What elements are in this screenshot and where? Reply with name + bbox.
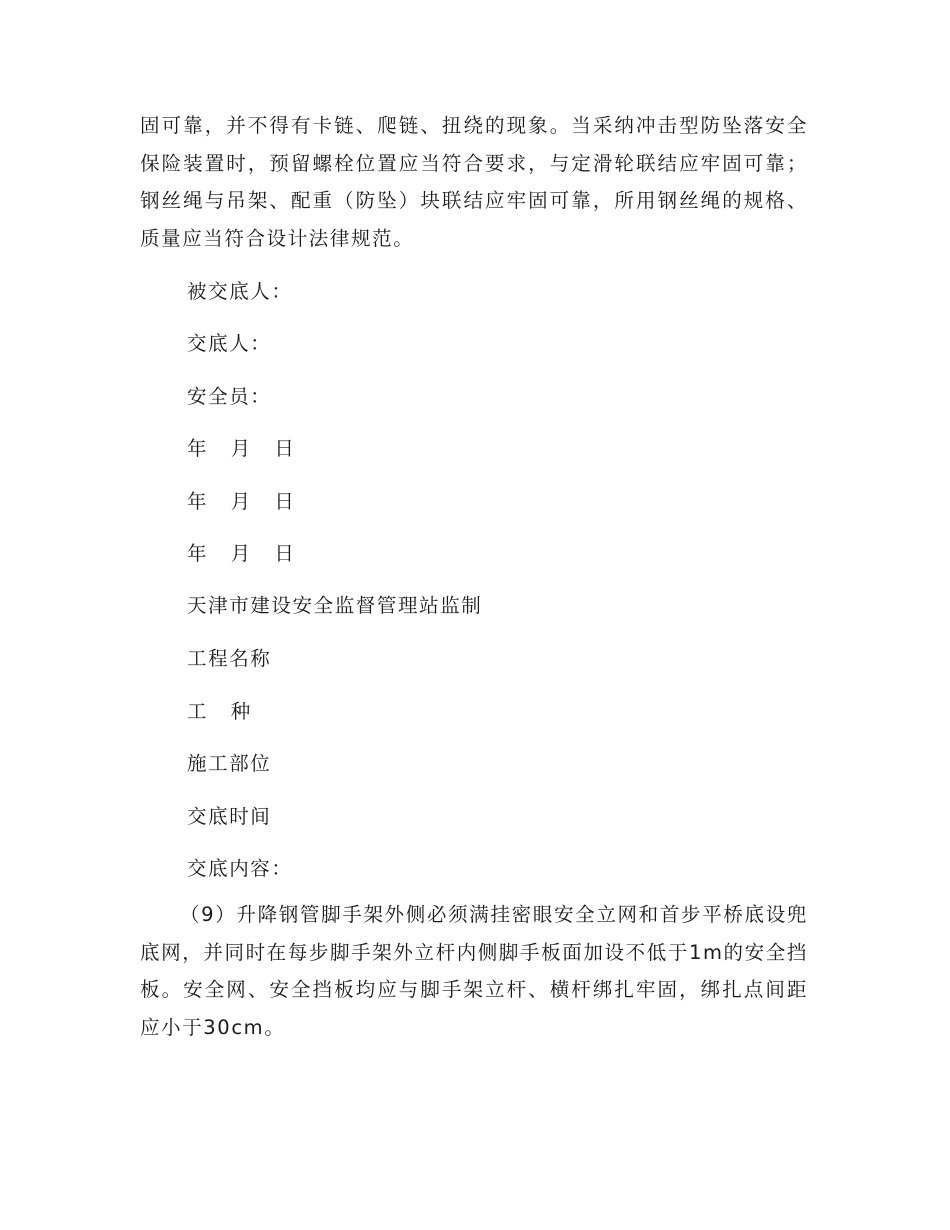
recipient-label: 被交底人：	[187, 280, 293, 303]
field-work-type: 工 种	[187, 700, 260, 723]
field-project-name: 工程名称	[187, 647, 272, 670]
field-construction-part: 施工部位	[187, 752, 272, 775]
date-line-1: 年 月 日	[187, 437, 303, 460]
presenter-label: 交底人：	[187, 332, 272, 355]
date-line-2: 年 月 日	[187, 490, 303, 513]
paragraph-bottom: （9）升降钢管脚手架外侧必须满挂密眼安全立网和首步平桥底设兜底网，并同时在每步脚手架外立杆内侧脚手板面加设不低于1m的安全挡板。安全网、安全挡板均应与脚手架立杆、横杆绑扎牢固，绑扎点间距应小于30cm。	[140, 903, 808, 1039]
supervisor-line: 天津市建设安全监督管理站监制	[187, 594, 483, 617]
date-line-3: 年 月 日	[187, 542, 303, 565]
paragraph-top: 固可靠，并不得有卡链、爬链、扭绕的现象。当采纳冲击型防坠落安全保险装置时，预留螺栓位置应当符合要求，与定滑轮联结应牢固可靠；钢丝绳与吊架、配重（防坠）块联结应牢固可靠，所用钢丝绳的规格、质量应当符合设计法律规范。	[140, 114, 808, 250]
safety-officer-label: 安全员：	[187, 385, 272, 408]
field-briefing-content: 交底内容：	[187, 857, 293, 880]
field-briefing-time: 交底时间	[187, 805, 272, 828]
